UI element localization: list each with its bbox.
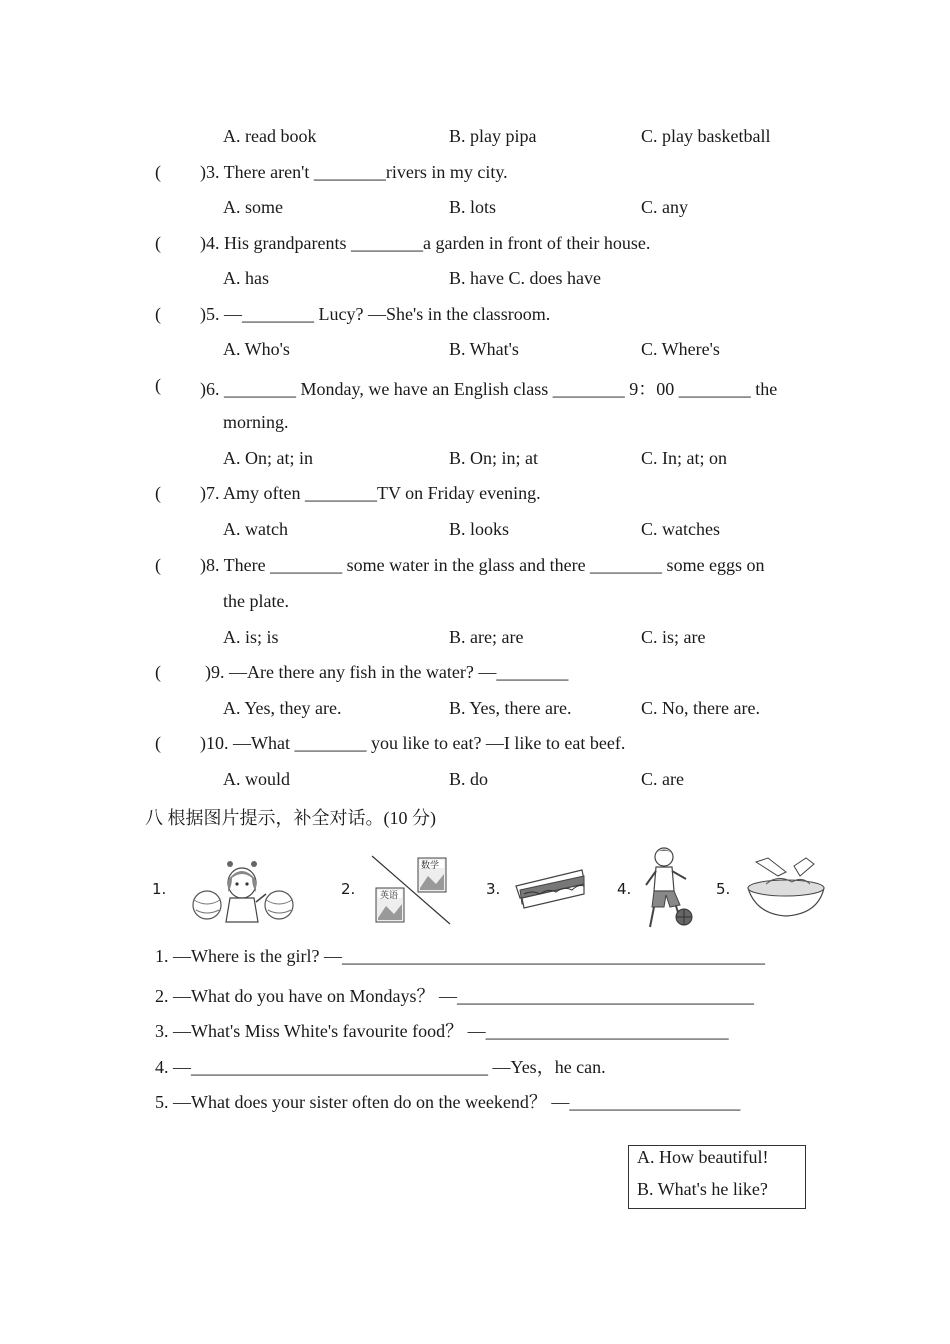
answer-paren: ( [155, 483, 161, 503]
pic-label-2: 2. [341, 880, 356, 898]
dialogue-2: 2. —What do you have on Mondays？ —_________________________________ [155, 986, 754, 1006]
question-stem: )3. There aren't ________rivers in my city. [200, 162, 508, 182]
option-b: B. are; are [449, 627, 524, 647]
option-a: A. watch [223, 519, 288, 539]
sandwich-picture [512, 864, 588, 910]
option-c: C. watches [641, 519, 720, 539]
option-a: A. On; at; in [223, 448, 313, 468]
question-stem: )6. ________ Monday, we have an English class ________ 9：00 ________ the [200, 379, 778, 399]
option-a: A. some [223, 197, 283, 217]
question-stem: )8. There ________ some water in the glass and there ________ some eggs on [200, 555, 765, 575]
question-stem: )7. Amy often ________TV on Friday evening. [200, 483, 541, 503]
answer-paren: ( [155, 662, 161, 682]
answer-paren: ( [155, 233, 161, 253]
option-c: C. are [641, 769, 684, 789]
dialogue-1: 1. —Where is the girl? —_______________________________________________ [155, 946, 765, 966]
answer-paren: ( [155, 304, 161, 324]
pic-label-5: 5. [716, 880, 731, 898]
option-b: B. looks [449, 519, 510, 539]
q2-option-c: C. play basketball [641, 126, 771, 146]
option-c: C. is; are [641, 627, 706, 647]
dialogue-3: 3. —What's Miss White's favourite food？ —___________________________ [155, 1021, 729, 1041]
washing-clothes-picture [744, 854, 830, 920]
option-a: A. Yes, they are. [223, 698, 342, 718]
pic-label-3: 3. [486, 880, 501, 898]
option-c: C. Where's [641, 339, 720, 359]
option-a: A. has [223, 268, 269, 288]
girl-with-balls-picture [190, 858, 300, 928]
option-b: B. On; in; at [449, 448, 538, 468]
dialogue-4: 4. —_________________________________ —Yes，he can. [155, 1057, 606, 1077]
choice-a: A. How beautiful! [637, 1147, 769, 1167]
question-stem: )4. His grandparents ________a garden in front of their house. [200, 233, 651, 253]
option-b: B. have C. does have [449, 268, 601, 288]
question-stem: )5. —________ Lucy? —She's in the classroom. [200, 304, 551, 324]
question-stem-cont: morning. [223, 412, 289, 432]
q2-option-a: A. read book [223, 126, 317, 146]
option-c: C. In; at; on [641, 448, 727, 468]
answer-paren: ( [155, 375, 161, 395]
dialogue-5: 5. —What does your sister often do on the weekend？ —___________________ [155, 1092, 741, 1112]
question-stem: )10. —What ________ you like to eat? —I like to eat beef. [200, 733, 626, 753]
choice-b: B. What's he like? [637, 1179, 768, 1199]
option-a: A. Who's [223, 339, 290, 359]
option-b: B. do [449, 769, 489, 789]
question-stem-cont: the plate. [223, 591, 289, 611]
answer-choices-box [628, 1145, 806, 1209]
option-c: C. any [641, 197, 688, 217]
option-a: A. is; is [223, 627, 279, 647]
answer-paren: ( [155, 162, 161, 182]
option-b: B. What's [449, 339, 519, 359]
option-b: B. Yes, there are. [449, 698, 572, 718]
english-book-label: 英语 [380, 891, 399, 901]
pic-label-1: 1. [152, 880, 167, 898]
question-stem: )9. —Are there any fish in the water? —________ [205, 662, 569, 682]
answer-paren: ( [155, 733, 161, 753]
pic-label-4: 4. [617, 880, 632, 898]
option-b: B. lots [449, 197, 497, 217]
answer-paren: ( [155, 555, 161, 575]
math-book-label: 数学 [421, 861, 440, 871]
boy-basketball-picture [640, 845, 700, 937]
q2-option-b: B. play pipa [449, 126, 537, 146]
option-c: C. No, there are. [641, 698, 760, 718]
option-a: A. would [223, 769, 290, 789]
section-title: 八 根据图片提示，补全对话。(10 分) [145, 808, 436, 828]
